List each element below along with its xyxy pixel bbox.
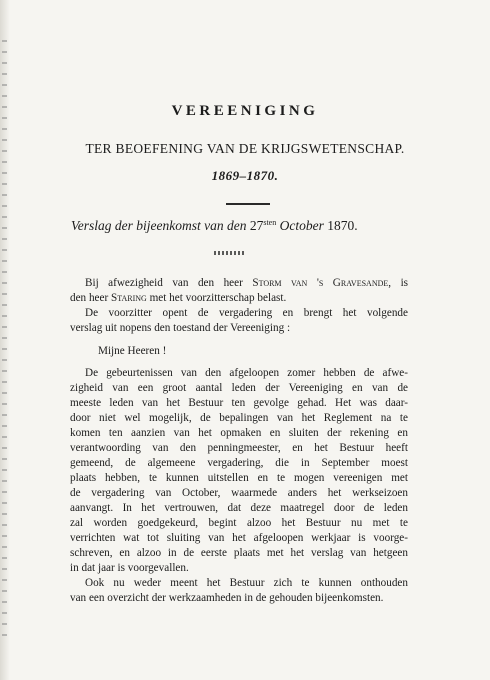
meeting-heading-prefix: Verslag der bijeenkomst van den — [71, 218, 247, 233]
paragraph-1-line-1 — [85, 277, 408, 289]
person-name-storm: Storm van 's Gravesande — [252, 277, 389, 289]
paragraph-3-line-8: plaats hebben, te kunnen uitstellen en te mogen vereenigen met — [70, 472, 408, 484]
document-years: 1869–1870. — [211, 168, 279, 183]
paragraph-3-line-12: verrichten wat tot sluiting van het afgeloopen werkjaar is voorge- — [70, 532, 408, 544]
paragraph-3-line-2: zigheid van een groot aantal leden der Vereeniging en van de — [70, 382, 408, 394]
meeting-heading — [71, 218, 358, 234]
paragraph-3-line-5: komen ten aanzien van het opmaken en sluiten der rekening en — [70, 427, 408, 439]
paragraph-2-line-2: verslag uit nopens den toestand der Vereeniging : — [70, 322, 291, 334]
p1-text-d: met het voorzitterschap belast. — [149, 292, 287, 304]
paragraph-3-line-11: zal worden goedgekeurd, begint alzoo het Bestuur nu met te — [70, 517, 408, 529]
document-subtitle: TER BEOEFENING VAN DE KRIJGSWETENSCHAP. — [85, 141, 405, 156]
meeting-day — [250, 218, 276, 233]
paragraph-4-line-1: Ook nu weder meent het Bestuur zich te kunnen onthouden — [85, 577, 408, 589]
paragraph-3-line-1: De gebeurtenissen van den afgeloopen zomer hebben de afwe- — [85, 367, 408, 379]
paragraph-3-line-14: in dat jaar is voorgevallen. — [70, 562, 189, 574]
paragraph-2-line-1: De voorzitter opent de vergadering en brengt het volgende — [85, 307, 408, 319]
p1-text-c: den heer — [70, 292, 109, 304]
paragraph-3-line-13: schreven, en alzoo in de eerste plaats met het verslag van hetgeen — [70, 547, 408, 559]
meeting-day-suffix: sten — [263, 218, 277, 227]
person-name-staring: Staring — [111, 292, 147, 304]
meeting-year: 1870. — [327, 218, 358, 233]
paragraph-4-line-2: van een overzicht der werkzaamheden in de gehouden bijeenkomsten. — [70, 592, 384, 604]
salutation: Mijne Heeren ! — [98, 345, 167, 357]
heading-ornament — [214, 251, 246, 255]
document-title: VEREENIGING — [171, 103, 319, 119]
paragraph-3-line-7: gemeend, de algemeene vergadering, die in September moest — [70, 457, 408, 469]
paragraph-3-line-6: verantwoording van den penningmeester, en het Bestuur heeft — [70, 442, 408, 454]
p1-text-a: Bij afwezigheid van den heer — [85, 277, 243, 289]
paragraph-1-line-2 — [70, 292, 408, 304]
paragraph-3-line-9: de vergadering van October, waarmede anders het werkseizoen — [70, 487, 408, 499]
title-rule — [226, 203, 270, 205]
paragraph-3-line-4: door niet wel mogelijk, de bepalingen van het Reglement na te — [70, 412, 408, 424]
paragraph-3-line-3: meeste leden van het Bestuur ten gevolge gehad. Het was daar- — [70, 397, 408, 409]
paragraph-3-line-10: aanvangt. In het vertrouwen, dat deze maatregel door de leden — [70, 502, 408, 514]
meeting-month: October — [279, 218, 324, 233]
meeting-day-number: 27 — [249, 218, 264, 233]
p1-text-b: , is — [388, 277, 409, 289]
